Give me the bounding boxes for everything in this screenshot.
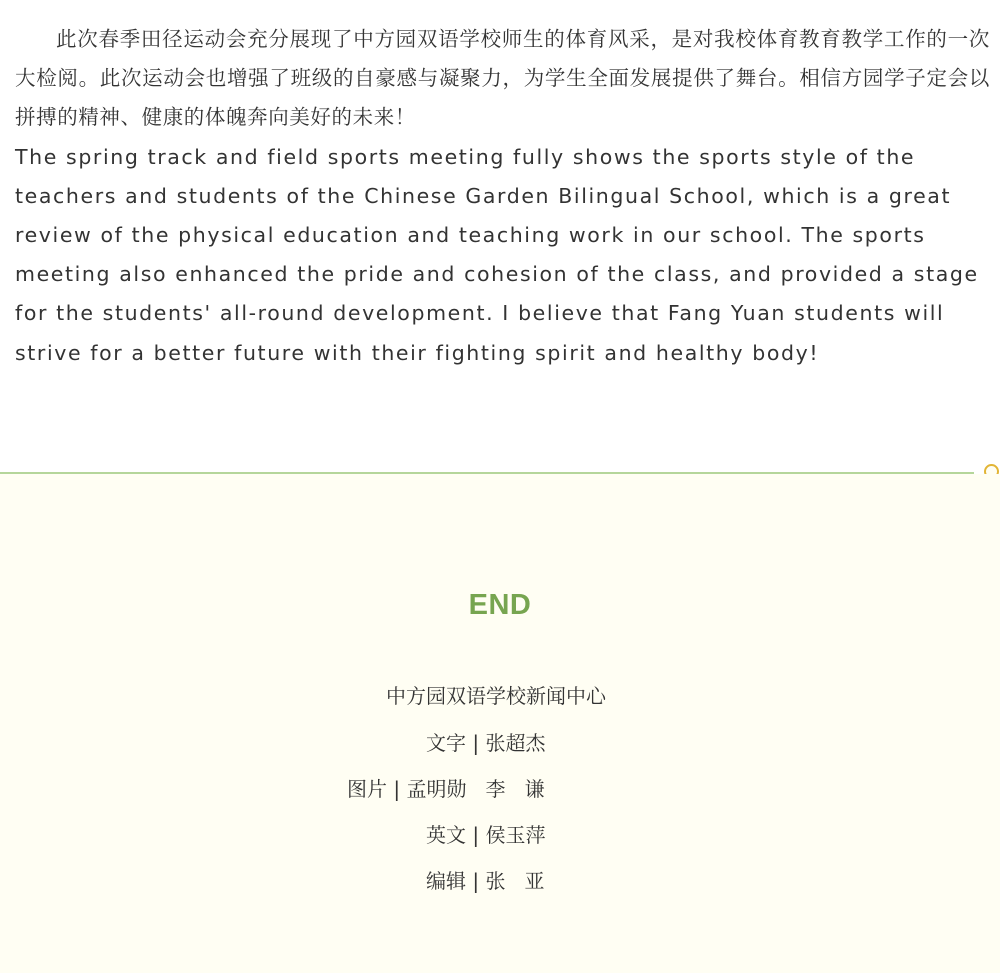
credit-text-author: 文字 | 张超杰: [426, 731, 546, 755]
credit-editor: 编辑 | 张 亚: [426, 869, 545, 893]
footer-section: [0, 474, 1000, 973]
end-title: END: [468, 589, 532, 621]
credit-organization: 中方园双语学校新闻中心: [386, 684, 606, 708]
article-body: [15, 20, 990, 373]
paragraph-chinese: 此次春季田径运动会充分展现了中方园双语学校师生的体育风采，是对我校体育教育教学工作的一次大检阅。此次运动会也增强了班级的自豪感与凝聚力，为学生全面发展提供了舞台。相信方园学子定会以拼搏的精神、健康的体魄奔向美好的未来！: [15, 27, 990, 130]
credit-photographers: 图片 | 孟明勋 李 谦: [347, 777, 545, 801]
credit-translator: 英文 | 侯玉萍: [426, 823, 546, 847]
paragraph-english: The spring track and field sports meeting fully shows the sports style of the teachers and students of the Chinese Garden Bilingual School, which is a great review of the physical education and teaching work in our school. The sports meeting also enhanced the pride and cohesion of the class, and provided a stage for the students' all-round development. I believe that Fang Yuan students will strive for a better future with their fighting spirit and healthy body!: [15, 144, 979, 365]
